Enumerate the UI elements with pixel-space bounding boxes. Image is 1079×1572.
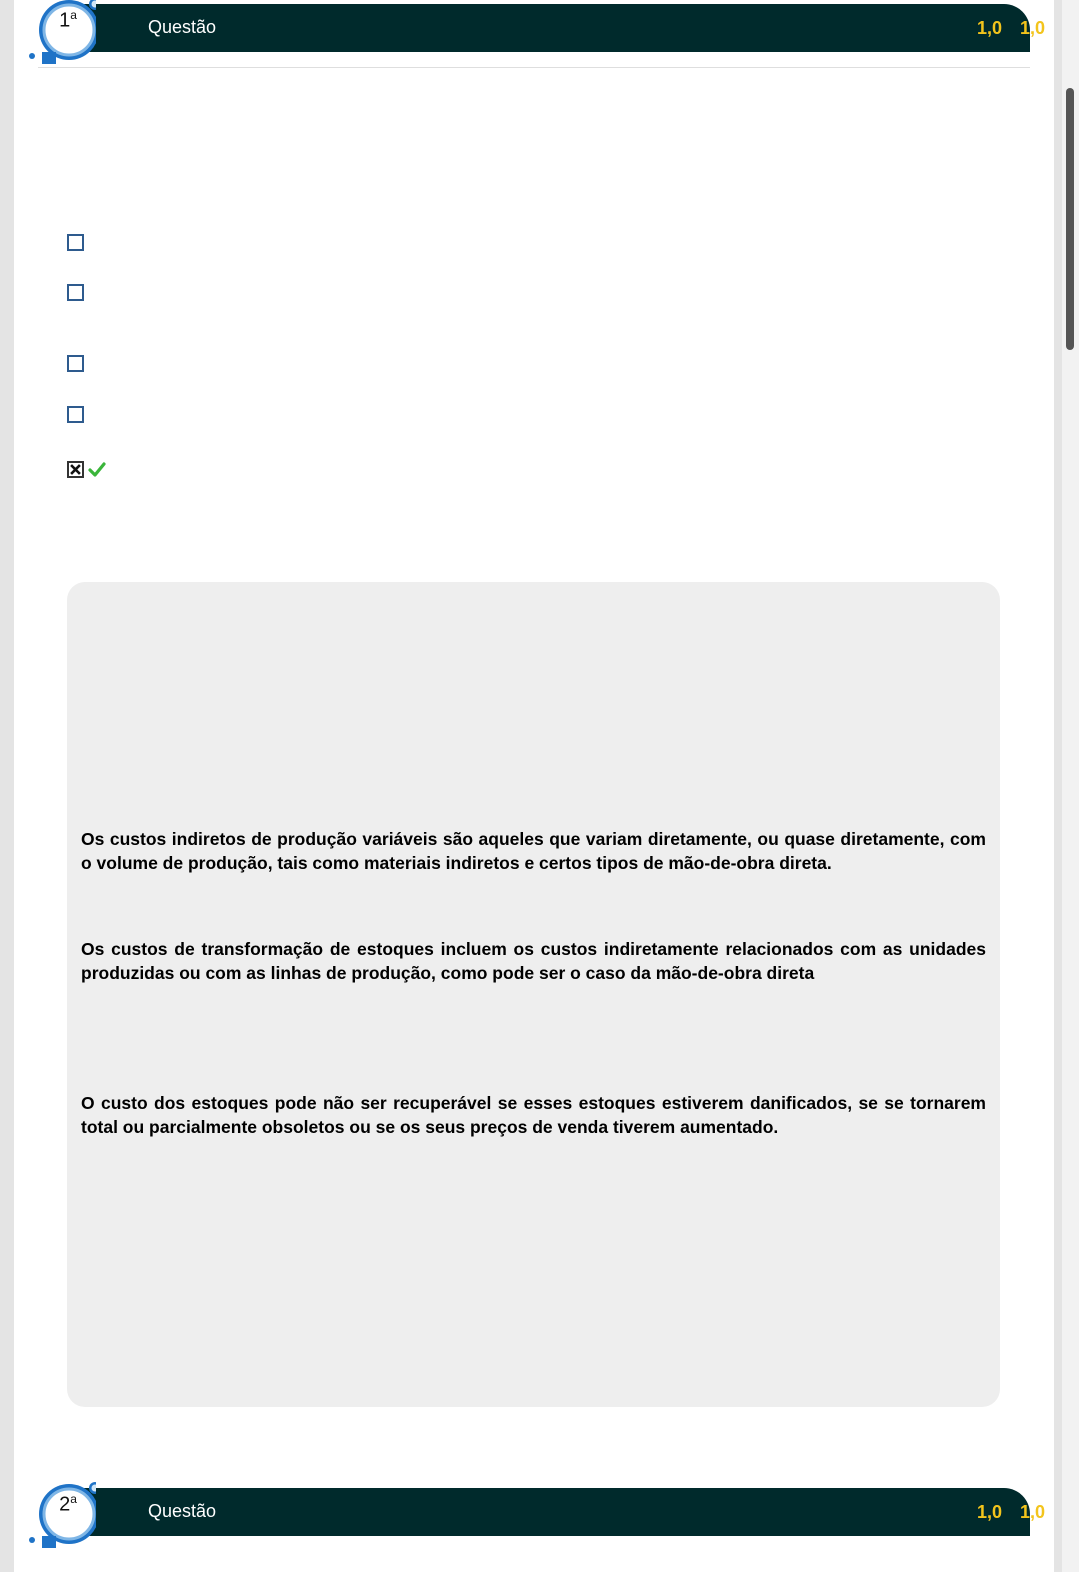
answer-option[interactable] [67,355,107,377]
correct-check-icon [88,461,106,477]
question-number-ordinal: a [70,1492,77,1506]
scrollbar-thumb[interactable] [1066,88,1074,350]
question-number-value: 2 [59,1493,71,1516]
question-number-badge [24,0,96,64]
explanation-paragraph: Os custos indiretos de produção variáveis são aqueles que variam diretamente, ou quase diretamente, com o volume de produção, tais como materiais indiretos e certos tipos de mão-de-obra direta. [81,829,986,873]
score-max: 1,0 [1020,1502,1046,1522]
option-checkbox[interactable] [67,355,84,372]
explanation-paragraph: Os custos de transformação de estoques incluem os custos indiretamente relacionados com as unidades produzidas ou com as linhas de produção, como pode ser o caso da mão-de-obra direta [81,939,986,983]
answer-option[interactable] [67,406,107,428]
option-checkbox[interactable] [67,406,84,423]
answer-option-selected[interactable] [67,461,107,483]
option-checkbox-checked[interactable] [67,461,84,478]
question-header-2 [24,1488,1046,1536]
question-number [50,1492,86,1517]
option-checkbox[interactable] [67,234,84,251]
question-label: Questão [148,1501,217,1521]
explanation-paragraph: O custo dos estoques pode não ser recuperável se esses estoques estiverem danificados, se se tornarem total ou parcialmente obsoletos ou se os seus preços de venda tiverem aumentado. [81,1093,986,1137]
x-mark-icon [69,463,82,476]
question-label: Questão [148,17,217,37]
score-value: 1,0 [977,1502,1003,1522]
answer-option[interactable] [67,234,107,256]
question-header-1 [24,4,1046,52]
answer-option[interactable] [67,284,107,306]
score-value: 1,0 [977,18,1003,38]
question-number [50,8,86,33]
score-max: 1,0 [1020,18,1046,38]
question-number-badge [24,1482,96,1548]
question-header-bar [76,4,1046,52]
question-number-value: 1 [59,9,71,32]
question-header-bar [76,1488,1046,1536]
question-number-ordinal: a [70,8,77,22]
header-divider [38,67,1030,68]
explanation-box [67,582,1000,1407]
option-checkbox[interactable] [67,284,84,301]
